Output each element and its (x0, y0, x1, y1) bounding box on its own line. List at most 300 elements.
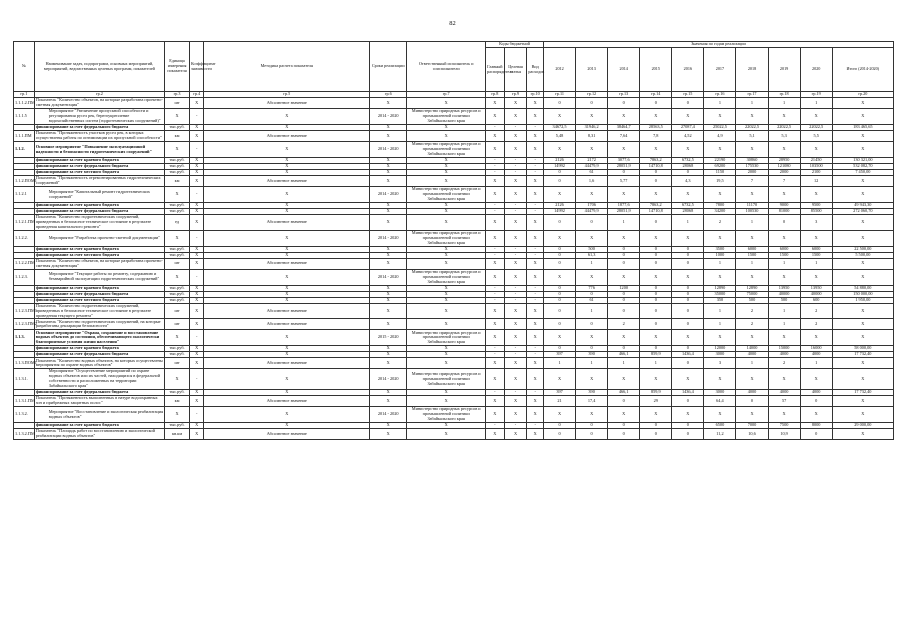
cell-value: - (504, 390, 527, 396)
cell-value: 1 (768, 258, 800, 269)
cell-value: X (608, 330, 640, 346)
cell-value: X (504, 303, 527, 319)
cell-value: 1 (736, 98, 768, 109)
cell-value: X (370, 258, 407, 269)
cell-value: X (189, 346, 203, 352)
cell-value: 0 (544, 215, 576, 231)
cell-value: X (370, 246, 407, 252)
row-name: Основное мероприятие "Охрана, сохранение и восстановление водных объектов до состояния, обеспечивающего экологически благоприятные условия жизни населения" (34, 330, 164, 346)
cell-value: X (544, 187, 576, 203)
cell-value: X (800, 369, 832, 390)
cell-value: X (640, 109, 672, 125)
cell-value: X (576, 109, 608, 125)
cell-value: X (407, 215, 486, 231)
cell-value: X (204, 170, 370, 176)
cell-value: 776 (576, 285, 608, 291)
cell-value: 3000 (704, 390, 736, 396)
column-number: гр.1 (14, 92, 35, 98)
cell-value: 2014 - 2020 (370, 187, 407, 203)
cell-value: X (832, 407, 893, 423)
cell-value: 0 (544, 429, 576, 440)
cell-value: X (189, 297, 203, 303)
cell-value: X (672, 109, 704, 125)
cell-value: X (504, 407, 527, 423)
column-number: гр.8 (486, 92, 505, 98)
cell-value: X (370, 252, 407, 258)
cell-value: 13950 (768, 285, 800, 291)
cell-value: X (370, 291, 407, 297)
cell-value: Министерство природных ресурсов и промышленной политики Забайкальского края (407, 142, 486, 158)
cell-value: 1150 (704, 170, 736, 176)
cell-value: X (504, 187, 527, 203)
cell-value: 600 (800, 297, 832, 303)
cell-value: X (736, 230, 768, 246)
cell-value: - (504, 297, 527, 303)
row-code: 1.1.2.1 (14, 187, 35, 203)
cell-value: 0 (608, 170, 640, 176)
row-name: финансирование за счет федерального бюджета (34, 352, 164, 358)
cell-value: 61,3 (576, 252, 608, 258)
cell-value: 2126 (544, 203, 576, 209)
cell-value: X (407, 125, 486, 131)
cell-value: 0 (544, 319, 576, 330)
cell-value: - (527, 423, 544, 429)
cell-value: 7 450,00 (832, 170, 893, 176)
cell-value: 150 000,00 (832, 291, 893, 297)
cell-value: тыс.руб. (165, 246, 190, 252)
cell-value: 0 (608, 297, 640, 303)
cell-value: X (544, 407, 576, 423)
cell-value: X (504, 330, 527, 346)
cell-value: - (486, 352, 505, 358)
cell-value: 1 (768, 98, 800, 109)
cell-value: X (189, 209, 203, 215)
cell-value: 11170 (736, 203, 768, 209)
cell-value: 4,9 (704, 131, 736, 142)
column-number: гр.6 (370, 92, 407, 98)
cell-value: X (486, 429, 505, 440)
column-number: гр.19 (800, 92, 832, 98)
cell-value: 14000 (736, 346, 768, 352)
cell-value: X (370, 390, 407, 396)
row-name: финансирование за счет федерального бюджета (34, 164, 164, 170)
cell-value: X (486, 142, 505, 158)
header-terms: Сроки реализации (370, 42, 407, 92)
cell-value: 28051,9 (608, 164, 640, 170)
cell-value: X (832, 230, 893, 246)
row-code: 1.1.3.2. (14, 407, 35, 423)
cell-value: тыс.руб. (165, 297, 190, 303)
cell-value: X (370, 396, 407, 407)
cell-value: 17 732,40 (832, 352, 893, 358)
column-number: гр.11 (544, 92, 576, 98)
cell-value: 2014 - 2020 (370, 407, 407, 423)
cell-value: X (504, 131, 527, 142)
cell-value: - (527, 285, 544, 291)
cell-value: 81000 (768, 209, 800, 215)
cell-value: X (204, 352, 370, 358)
cell-value: 103500 (800, 164, 832, 170)
cell-value: X (486, 319, 505, 330)
cell-value: X (189, 125, 203, 131)
row-name: Мероприятие "Увеличение пропускной способности и регулирования русел рек, берегоукрепление водохозяйственных систем (гидротехнических сооружений)" (34, 109, 164, 125)
cell-value: X (204, 407, 370, 423)
cell-value: X (407, 291, 486, 297)
activity-row (14, 187, 894, 203)
cell-value: Министерство природных ресурсов и промышленной политики Забайкальского края (407, 187, 486, 203)
cell-value: 0 (672, 285, 704, 291)
cell-value: 397 (544, 352, 576, 358)
cell-value: X (204, 230, 370, 246)
cell-value: 2 (608, 319, 640, 330)
cell-value: X (672, 230, 704, 246)
header-kbk: Коды бюджетной (486, 42, 544, 48)
cell-value: 5,1 (736, 131, 768, 142)
cell-value: X (768, 330, 800, 346)
cell-value: X (189, 429, 203, 440)
cell-value: 2014 - 2020 (370, 142, 407, 158)
cell-value: X (544, 142, 576, 158)
cell-value: км (165, 176, 190, 187)
cell-value: Министерство природных ресурсов и промышленной политики Забайкальского края (407, 109, 486, 125)
activity-row (14, 109, 894, 125)
cell-value: X (204, 390, 370, 396)
header-num: № (14, 42, 35, 92)
row-name: Показатель "Количество объектов, на которые разработана проектно-сметная документация" (35, 257, 163, 268)
cell-value: 22 500,00 (832, 246, 893, 252)
cell-value: X (527, 396, 544, 407)
cell-value: X (527, 407, 544, 423)
cell-value: X (407, 423, 486, 429)
cell-value: - (527, 158, 544, 164)
header-kbk-grbs: Главный распорядитель (486, 48, 505, 92)
cell-value: 2015 - 2020 (370, 330, 407, 346)
cell-value: X (800, 407, 832, 423)
cell-value: 2014 - 2020 (370, 269, 407, 285)
cell-value: тыс.руб. (165, 252, 190, 258)
cell-value: X (527, 230, 544, 246)
cell-value: X (832, 369, 893, 390)
cell-value: 1 (768, 319, 800, 330)
cell-value: - (504, 423, 527, 429)
cell-value: X (504, 176, 527, 187)
cell-value: X (640, 269, 672, 285)
cell-value: 75000 (736, 291, 768, 297)
cell-value: - (527, 125, 544, 131)
cell-value: 0 (544, 346, 576, 352)
cell-value: Абсолютное значение (204, 358, 370, 369)
cell-value: 1 (800, 258, 832, 269)
cell-value: 0 (640, 98, 672, 109)
cell-value: X (640, 187, 672, 203)
cell-value: X (736, 142, 768, 158)
cell-value: 2014 - 2020 (370, 109, 407, 125)
cell-value: X (704, 407, 736, 423)
column-number: гр.4 (189, 92, 203, 98)
cell-value: X (204, 158, 370, 164)
cell-value: X (640, 369, 672, 390)
cell-value: 1 (800, 358, 832, 369)
cell-value: 9000 (768, 203, 800, 209)
row-code: 1.1.2. (14, 142, 35, 158)
row-name: финансирование за счет местного бюджета (34, 297, 164, 303)
cell-value: 22022,5 (800, 125, 832, 131)
cell-value: кв.км (165, 429, 190, 440)
cell-value: X (189, 319, 203, 330)
cell-value: 4,3 (672, 176, 704, 187)
cell-value: X (370, 176, 407, 187)
row-code: 1.1.3.1.ПМ (14, 396, 35, 407)
cell-value: X (407, 346, 486, 352)
cell-value: X (407, 98, 486, 109)
cell-value: 1500 (768, 252, 800, 258)
cell-value: 22022,5 (768, 125, 800, 131)
cell-value: X (800, 142, 832, 158)
cell-value: 7 (736, 176, 768, 187)
cell-value: - (486, 346, 505, 352)
column-number: гр.10 (527, 92, 544, 98)
cell-value: 1 (768, 303, 800, 319)
cell-value: 0 (736, 396, 768, 407)
cell-value: 2 (736, 303, 768, 319)
indicator-row (14, 319, 894, 330)
cell-value: X (576, 269, 608, 285)
cell-value: 7 (768, 176, 800, 187)
cell-value: 1 (736, 358, 768, 369)
cell-value: 0 (672, 246, 704, 252)
row-code: 1.1.2.ПОМ1 (14, 176, 35, 187)
cell-value: X (407, 203, 486, 209)
cell-value: X (832, 215, 893, 231)
row-code: 1.1.1.5 (14, 109, 35, 125)
cell-value: 8000 (800, 423, 832, 429)
cell-value: X (504, 142, 527, 158)
cell-value: X (576, 369, 608, 390)
cell-value: X (504, 369, 527, 390)
cell-value: X (800, 269, 832, 285)
cell-value: 6000 (768, 246, 800, 252)
cell-value: X (370, 285, 407, 291)
cell-value: - (527, 352, 544, 358)
cell-value: X (486, 187, 505, 203)
cell-value: 1706 (576, 203, 608, 209)
cell-value: 12 (800, 176, 832, 187)
cell-value: 0 (544, 170, 576, 176)
cell-value: X (768, 187, 800, 203)
cell-value: - (486, 125, 505, 131)
cell-value: шт (165, 98, 190, 109)
cell-value: 0 (672, 252, 704, 258)
cell-value: 1 (800, 98, 832, 109)
cell-value: 0 (608, 396, 640, 407)
row-name: финансирование за счет краевого бюджета (34, 423, 164, 429)
cell-value: X (527, 319, 544, 330)
cell-value: - (527, 203, 544, 209)
cell-value: 500 (576, 246, 608, 252)
row-name: финансирование за счет федерального бюджета (34, 125, 164, 131)
cell-value: X (486, 131, 505, 142)
cell-value: 1000 (704, 252, 736, 258)
cell-value: X (832, 98, 893, 109)
row-code: 1.1.1.2.ПМ (14, 98, 35, 109)
cell-value: X (608, 269, 640, 285)
cell-value: 0 (640, 176, 672, 187)
cell-value: 5,5 (800, 131, 832, 142)
cell-value: 2000 (736, 170, 768, 176)
cell-value: X (407, 390, 486, 396)
cell-value: 1500 (736, 252, 768, 258)
cell-value: - (486, 285, 505, 291)
cell-value: 8,31 (576, 131, 608, 142)
cell-value: 0 (576, 346, 608, 352)
cell-value: - (189, 407, 203, 423)
cell-value: 0 (672, 303, 704, 319)
cell-value: 3 (800, 215, 832, 231)
cell-value: 0 (640, 291, 672, 297)
cell-value: X (672, 369, 704, 390)
cell-value: 2 (800, 303, 832, 319)
cell-value: 390 (576, 390, 608, 396)
cell-value: X (800, 330, 832, 346)
cell-value: X (768, 407, 800, 423)
cell-value: - (486, 423, 505, 429)
cell-value: X (189, 258, 203, 269)
cell-value: - (527, 209, 544, 215)
cell-value: 6500 (704, 423, 736, 429)
cell-value: - (486, 246, 505, 252)
cell-value: 500 (736, 297, 768, 303)
cell-value: X (407, 396, 486, 407)
cell-value: X (407, 252, 486, 258)
header-year: 2012 (544, 48, 576, 92)
cell-value: X (832, 187, 893, 203)
header-year: 2018 (736, 48, 768, 92)
cell-value: 1 (672, 215, 704, 231)
cell-value: X (486, 330, 505, 346)
indicator-row (14, 176, 894, 187)
cell-value: 10,9 (768, 429, 800, 440)
cell-value: 2000 (768, 170, 800, 176)
row-code: 1.1.2.2.ПМ (14, 258, 35, 269)
column-number: гр.14 (640, 92, 672, 98)
cell-value: 0 (608, 303, 640, 319)
header-total: Итого (2014-2020) (832, 48, 893, 92)
cell-value: Абсолютное значение (204, 98, 370, 109)
cell-value: 2 (768, 358, 800, 369)
cell-value: X (204, 164, 370, 170)
cell-value: X (189, 170, 203, 176)
cell-value: - (486, 164, 505, 170)
cell-value: 0 (640, 303, 672, 319)
cell-value: - (504, 246, 527, 252)
indicator-row (14, 131, 894, 142)
cell-value: X (672, 269, 704, 285)
cell-value: X (407, 352, 486, 358)
cell-value: X (189, 358, 203, 369)
header-kbk-expense: Вид расходов (527, 48, 544, 92)
row-name: Показатель "Протяженность участков русел рек, в которых осуществлены работы по оптимизации их пропускной способности" (34, 131, 164, 142)
cell-value: X (832, 109, 893, 125)
activity-row (14, 269, 894, 285)
cell-value: 2014 - 2020 (370, 230, 407, 246)
cell-value: X (407, 209, 486, 215)
cell-value: X (736, 269, 768, 285)
activity-row (14, 369, 894, 390)
cell-value: X (768, 142, 800, 158)
column-number: гр.2 (34, 92, 164, 98)
cell-value: 1 (640, 358, 672, 369)
cell-value: Абсолютное значение (204, 176, 370, 187)
cell-value: X (370, 352, 407, 358)
cell-value: 10,6 (736, 429, 768, 440)
column-number: гр.12 (576, 92, 608, 98)
cell-value: 466,1 (608, 390, 640, 396)
cell-value: 3500 (704, 246, 736, 252)
cell-value: X (204, 369, 370, 390)
row-name: Мероприятие "Восстановление и экологическая реабилитация водных объектов" (34, 407, 164, 423)
cell-value: 7,64 (608, 131, 640, 142)
cell-value: - (527, 164, 544, 170)
cell-value: 61 (576, 170, 608, 176)
cell-value: X (832, 142, 893, 158)
row-code: 1.1.2.1.ПМ (14, 215, 35, 231)
cell-value: км (165, 396, 190, 407)
cell-value: X (370, 423, 407, 429)
cell-value: 1436,4 (672, 390, 704, 396)
row-code: 1.1.3. (14, 330, 35, 346)
cell-value: X (486, 98, 505, 109)
cell-value: шт (165, 358, 190, 369)
cell-value: тыс.руб. (165, 423, 190, 429)
row-name: финансирование за счет краевого бюджета (34, 346, 164, 352)
cell-value: 0 (576, 319, 608, 330)
column-number: гр.17 (736, 92, 768, 98)
cell-value: X (370, 203, 407, 209)
cell-value: 17,4 (576, 396, 608, 407)
cell-value: 2100 (800, 170, 832, 176)
cell-value: X (486, 176, 505, 187)
cell-value: X (486, 358, 505, 369)
cell-value: 1 (576, 358, 608, 369)
cell-value: - (527, 170, 544, 176)
cell-value: X (704, 142, 736, 158)
cell-value: X (204, 246, 370, 252)
cell-value: X (165, 187, 190, 203)
cell-value: X (576, 142, 608, 158)
cell-value: 100530 (736, 209, 768, 215)
cell-value: X (832, 330, 893, 346)
cell-value: 25022,5 (704, 125, 736, 131)
cell-value: - (189, 230, 203, 246)
cell-value: 16000 (800, 346, 832, 352)
cell-value: 0 (576, 215, 608, 231)
cell-value: 5,3 (768, 131, 800, 142)
cell-value: X (800, 109, 832, 125)
cell-value: 0 (672, 346, 704, 352)
cell-value: X (608, 109, 640, 125)
cell-value: 0 (608, 252, 640, 258)
cell-value: X (832, 131, 893, 142)
cell-value: 0 (544, 258, 576, 269)
cell-value: 6732,5 (672, 203, 704, 209)
cell-value: X (576, 230, 608, 246)
cell-value: - (527, 252, 544, 258)
cell-value: X (704, 230, 736, 246)
cell-value: 0 (640, 258, 672, 269)
cell-value: X (165, 109, 190, 125)
cell-value: 7863,2 (640, 203, 672, 209)
cell-value: 4000 (800, 352, 832, 358)
